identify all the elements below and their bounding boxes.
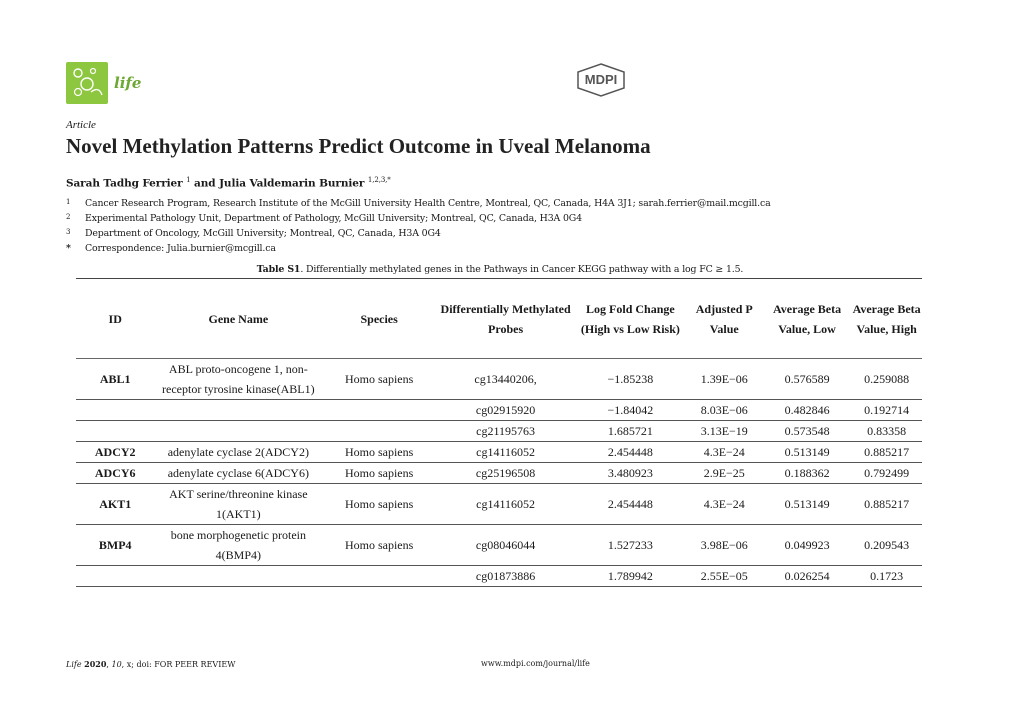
table-cell-low: 0.513149 bbox=[763, 442, 851, 463]
table-cell-lfc: 1.789942 bbox=[575, 566, 685, 587]
table-cell-probe: cg08046044 bbox=[436, 525, 575, 566]
table-cell-lfc: −1.85238 bbox=[575, 359, 685, 400]
author-affiliation-mark: 1,2,3,* bbox=[367, 176, 391, 184]
affiliation bbox=[66, 213, 582, 224]
column-header: ID bbox=[76, 279, 154, 359]
table-row bbox=[76, 484, 922, 525]
table-cell-lfc: 2.454448 bbox=[575, 442, 685, 463]
table-cell-low: 0.513149 bbox=[763, 484, 851, 525]
table-cell-low: 0.576589 bbox=[763, 359, 851, 400]
table-cell-gene: adenylate cyclase 2(ADCY2) bbox=[154, 442, 322, 463]
table-cell-id bbox=[76, 400, 154, 421]
table-cell-lfc: 3.480923 bbox=[575, 463, 685, 484]
mdpi-logo bbox=[575, 63, 627, 101]
table-cell-probe: cg02915920 bbox=[436, 400, 575, 421]
table-row bbox=[76, 442, 922, 463]
column-header: Log Fold Change (High vs Low Risk) bbox=[575, 279, 685, 359]
table-cell-probe: cg21195763 bbox=[436, 421, 575, 442]
footer-journal: Life bbox=[66, 660, 82, 669]
table-cell-high: 0.83358 bbox=[851, 421, 922, 442]
table-cell-high: 0.792499 bbox=[851, 463, 922, 484]
journal-logo-text: life bbox=[114, 74, 142, 92]
table-cell-id bbox=[76, 566, 154, 587]
footer-doi: , x; doi: FOR PEER REVIEW bbox=[121, 660, 236, 669]
column-header: Adjusted P Value bbox=[686, 279, 763, 359]
table-cell-id: ABL1 bbox=[76, 359, 154, 400]
column-header: Gene Name bbox=[154, 279, 322, 359]
footer-url: www.mdpi.com/journal/life bbox=[481, 659, 590, 668]
table-cell-padj: 8.03E−06 bbox=[686, 400, 763, 421]
table-cell-padj: 2.55E−05 bbox=[686, 566, 763, 587]
footer-volume: 10 bbox=[111, 660, 122, 669]
table-cell-species bbox=[322, 400, 436, 421]
author-conjunction: and bbox=[194, 177, 216, 190]
correspondence-text: Correspondence: Julia.burnier@mcgill.ca bbox=[85, 243, 276, 254]
column-header: Average Beta Value, High bbox=[851, 279, 922, 359]
table-cell-gene bbox=[154, 421, 322, 442]
affiliation-text: Experimental Pathology Unit, Department of Pathology, McGill University; Montreal, QC, Canada, H3A 0G4 bbox=[85, 213, 582, 224]
column-header: Average Beta Value, Low bbox=[763, 279, 851, 359]
table-cell-padj: 1.39E−06 bbox=[686, 359, 763, 400]
table-cell-lfc: 1.527233 bbox=[575, 525, 685, 566]
table-cell-gene: ABL proto-oncogene 1, non-receptor tyrosine kinase(ABL1) bbox=[154, 359, 322, 400]
table-cell-species bbox=[322, 566, 436, 587]
journal-logo-icon bbox=[66, 62, 108, 104]
table-caption-text: . Differentially methylated genes in the Pathways in Cancer KEGG pathway with a log FC ≥ 1.5. bbox=[300, 264, 744, 275]
table-cell-lfc: 2.454448 bbox=[575, 484, 685, 525]
table-cell-species: Homo sapiens bbox=[322, 484, 436, 525]
author-affiliation-mark: 1 bbox=[186, 176, 191, 184]
table-cell-id: BMP4 bbox=[76, 525, 154, 566]
table-cell-low: 0.188362 bbox=[763, 463, 851, 484]
affiliation-mark: * bbox=[66, 243, 71, 254]
table-cell-gene: adenylate cyclase 6(ADCY6) bbox=[154, 463, 322, 484]
table-cell-padj: 3.13E−19 bbox=[686, 421, 763, 442]
table-cell-probe: cg14116052 bbox=[436, 484, 575, 525]
publisher-name: MDPI bbox=[584, 72, 618, 87]
table-cell-gene: bone morphogenetic protein 4(BMP4) bbox=[154, 525, 322, 566]
table-row bbox=[76, 359, 922, 400]
table-cell-gene: AKT serine/threonine kinase 1(AKT1) bbox=[154, 484, 322, 525]
table-label: Table S1 bbox=[256, 264, 301, 275]
table-cell-species: Homo sapiens bbox=[322, 442, 436, 463]
table-row bbox=[76, 525, 922, 566]
table-cell-low: 0.026254 bbox=[763, 566, 851, 587]
affiliation bbox=[66, 228, 441, 239]
table-cell-lfc: −1.84042 bbox=[575, 400, 685, 421]
table-cell-gene bbox=[154, 400, 322, 421]
table-cell-low: 0.482846 bbox=[763, 400, 851, 421]
affiliation-mark: 3 bbox=[66, 228, 71, 236]
table-cell-padj: 3.98E−06 bbox=[686, 525, 763, 566]
table-cell-high: 0.885217 bbox=[851, 484, 922, 525]
affiliation bbox=[66, 198, 771, 209]
column-header: Differentially Methylated Probes bbox=[436, 279, 575, 359]
table-cell-probe: cg01873886 bbox=[436, 566, 575, 587]
table-cell-species: Homo sapiens bbox=[322, 525, 436, 566]
affiliation-mark: 2 bbox=[66, 213, 71, 221]
table-cell-species bbox=[322, 421, 436, 442]
table-cell-id: AKT1 bbox=[76, 484, 154, 525]
table-cell-padj: 4.3E−24 bbox=[686, 484, 763, 525]
table-cell-high: 0.209543 bbox=[851, 525, 922, 566]
table-row bbox=[76, 400, 922, 421]
table-cell-species: Homo sapiens bbox=[322, 359, 436, 400]
table-cell-id: ADCY2 bbox=[76, 442, 154, 463]
author-name: Julia Valdemarin Burnier bbox=[219, 177, 365, 190]
table-caption bbox=[0, 264, 1000, 275]
table-cell-high: 0.259088 bbox=[851, 359, 922, 400]
article-type: Article bbox=[66, 119, 96, 131]
table-row bbox=[76, 463, 922, 484]
table-cell-gene bbox=[154, 566, 322, 587]
table-cell-padj: 2.9E−25 bbox=[686, 463, 763, 484]
table-cell-probe: cg13440206, bbox=[436, 359, 575, 400]
footer-year: 2020 bbox=[84, 659, 107, 669]
table-cell-low: 0.573548 bbox=[763, 421, 851, 442]
table-cell-probe: cg14116052 bbox=[436, 442, 575, 463]
affiliation-mark: 1 bbox=[66, 198, 71, 206]
table-cell-lfc: 1.685721 bbox=[575, 421, 685, 442]
table-cell-low: 0.049923 bbox=[763, 525, 851, 566]
table-cell-padj: 4.3E−24 bbox=[686, 442, 763, 463]
footer-citation: Life 2020, 10, x; doi: FOR PEER REVIEW bbox=[66, 659, 236, 669]
table-cell-high: 0.1723 bbox=[851, 566, 922, 587]
table-cell-id bbox=[76, 421, 154, 442]
table-cell-high: 0.885217 bbox=[851, 442, 922, 463]
affiliation-text: Department of Oncology, McGill University; Montreal, QC, Canada, H3A 0G4 bbox=[85, 228, 441, 239]
column-header: Species bbox=[322, 279, 436, 359]
table-cell-probe: cg25196508 bbox=[436, 463, 575, 484]
correspondence bbox=[66, 243, 276, 254]
data-table bbox=[76, 278, 922, 587]
table-row bbox=[76, 421, 922, 442]
affiliation-text: Cancer Research Program, Research Institute of the McGill University Health Centre, Montreal, QC, Canada, H4A 3J1; sarah.ferrier@mail.mcgill.ca bbox=[85, 198, 771, 209]
page-title: Novel Methylation Patterns Predict Outcome in Uveal Melanoma bbox=[66, 134, 651, 158]
authors bbox=[66, 176, 391, 190]
table-cell-high: 0.192714 bbox=[851, 400, 922, 421]
table-header-row bbox=[76, 279, 922, 359]
table-cell-species: Homo sapiens bbox=[322, 463, 436, 484]
table-cell-id: ADCY6 bbox=[76, 463, 154, 484]
author-name: Sarah Tadhg Ferrier bbox=[66, 177, 183, 190]
table-row bbox=[76, 566, 922, 587]
